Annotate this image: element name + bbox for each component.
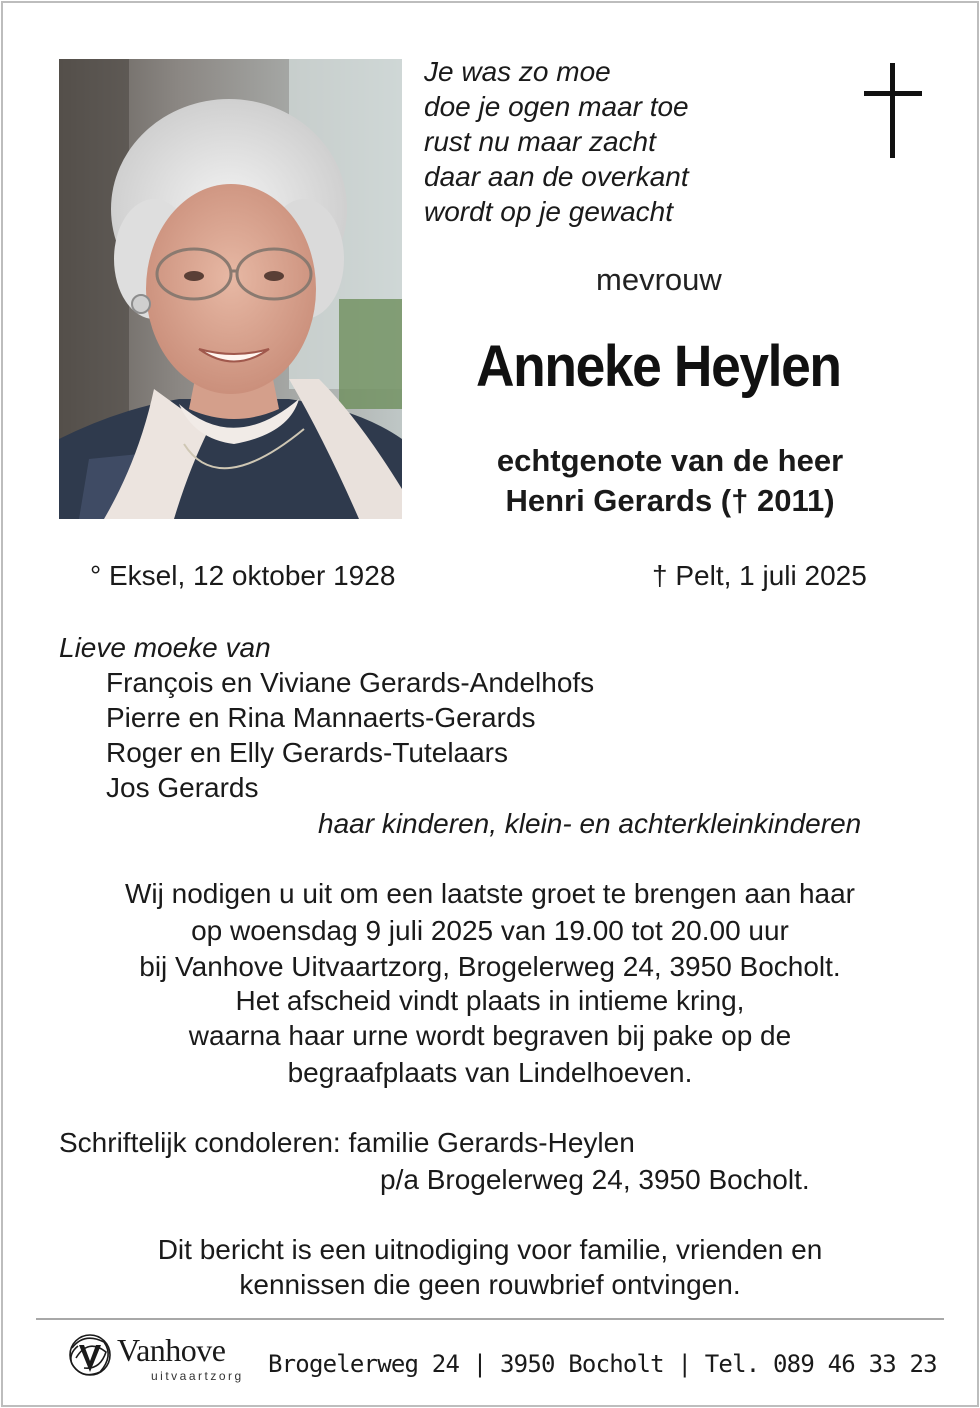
poem-line: daar aan de overkant bbox=[424, 161, 689, 192]
poem-line: Je was zo moe bbox=[424, 56, 611, 87]
deceased-name: Anneke Heylen bbox=[476, 334, 841, 399]
poem-line: doe je ogen maar toe bbox=[424, 91, 689, 122]
invitation-line: bij Vanhove Uitvaartzorg, Brogelerweg 24, 3950 Bocholt. bbox=[139, 951, 841, 982]
honorific: mevrouw bbox=[596, 262, 722, 297]
poem-line: wordt op je gewacht bbox=[424, 196, 674, 227]
family-intro: Lieve moeke van bbox=[59, 632, 271, 663]
child-name: Jos Gerards bbox=[106, 772, 259, 803]
condolence-address: p/a Brogelerweg 24, 3950 Bocholt. bbox=[380, 1164, 810, 1195]
invitation-line: begraafplaats van Lindelhoeven. bbox=[287, 1057, 693, 1088]
condolence-line-1: Schriftelijk condoleren: familie Gerards-Heylen bbox=[59, 1127, 635, 1158]
footer-divider bbox=[36, 1318, 944, 1320]
notice-line: kennissen die geen rouwbrief ontvingen. bbox=[239, 1269, 741, 1300]
child-name: Roger en Elly Gerards-Tutelaars bbox=[106, 737, 509, 768]
spouse-line-1: echtgenote van de heer bbox=[496, 443, 844, 478]
invitation-line: Het afscheid vindt plaats in intieme kring, bbox=[235, 985, 745, 1016]
portrait-photo bbox=[59, 59, 402, 519]
poem-line: rust nu maar zacht bbox=[424, 126, 656, 157]
latin-cross-icon bbox=[864, 63, 922, 158]
child-name: François en Viviane Gerards-Andelhofs bbox=[106, 667, 595, 698]
spouse-line-2: Henri Gerards († 2011) bbox=[505, 483, 835, 518]
invitation-line: waarna haar urne wordt begraven bij pake op de bbox=[188, 1020, 792, 1051]
family-closing: haar kinderen, klein- en achterkleinkinderen bbox=[318, 808, 862, 839]
invitation-line: Wij nodigen u uit om een laatste groet te brengen aan haar bbox=[124, 878, 856, 909]
footer-address: Brogelerweg 24 | 3950 Bocholt | Tel. 089 46 33 23 bbox=[268, 1350, 937, 1378]
invitation-line: op woensdag 9 juli 2025 van 19.00 tot 20.00 uur bbox=[191, 915, 789, 946]
notice-line: Dit bericht is een uitnodiging voor familie, vrienden en bbox=[157, 1234, 823, 1265]
poem bbox=[424, 54, 689, 229]
birth-date: ° Eksel, 12 oktober 1928 bbox=[90, 560, 396, 591]
logo-name: Vanhove bbox=[117, 1332, 226, 1368]
death-date: † Pelt, 1 juli 2025 bbox=[652, 560, 867, 591]
child-name: Pierre en Rina Mannaerts-Gerards bbox=[106, 702, 536, 733]
logo-subtitle: uitvaartzorg bbox=[151, 1369, 244, 1383]
